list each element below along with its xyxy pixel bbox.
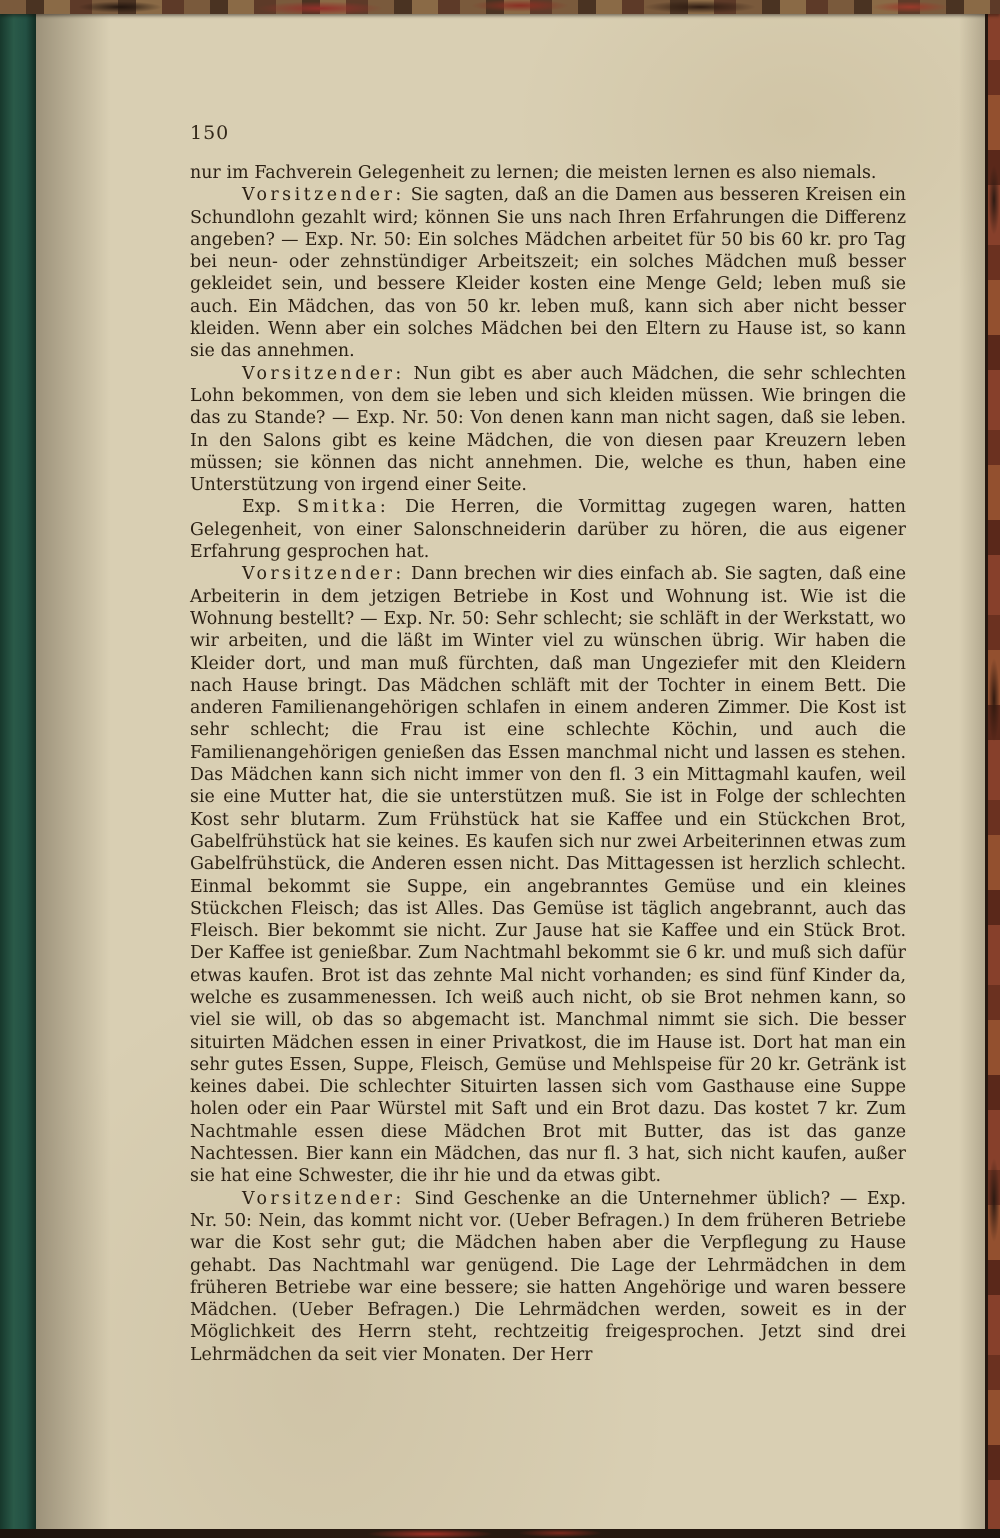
paragraph-text: Nun gibt es aber auch Mädchen, die sehr schlechten Lohn bekommen, von dem sie leben und sich kleiden müssen. Wie bringen die das zu Stande? — Exp. Nr. 50: Von denen kann man nicht sagen, daß sie leben. In den Salons gibt es keine Mädchen, die von diesen paar Kreuzern leben müssen; sie können das nicht annehmen. Die, welche es thun, haben eine Unterstützung von irgend einer Seite. xyxy=(190,363,906,496)
paragraph xyxy=(190,162,906,184)
paragraph xyxy=(190,563,906,1187)
gutter-shadow xyxy=(36,0,110,1538)
paragraph-text: Die Herren, die Vormittag zugegen waren, hatten Gelegenheit, von einer Salonschneiderin darüber zu hören, die aus eigener Erfahrung gesprochen hat. xyxy=(190,497,907,563)
paragraph-text: nur im Fachverein Gelegenheit zu lernen; die meisten lernen es also niemals. xyxy=(190,163,877,183)
paragraph xyxy=(190,1188,906,1366)
paragraph-text: Sie sagten, daß an die Damen aus besseren Kreisen ein Schundlohn gezahlt wird; können Sie uns nach Ihren Erfahrungen die Differenz angeben? — Exp. Nr. 50: Ein solches Mädchen arbeitet für 50 bis 60 kr. pro Tag bei neun- oder zehnstündiger Arbeitszeit; ein solches Mädchen muß besser gekleidet sein, und bessere Kleider kosten eine Menge Geld; leben muß sie auch. Ein Mädchen, das von 50 kr. leben muß, kann sich aber nicht besser kleiden. Wenn aber ein solches Mädchen bei den Eltern zu Hause ist, so kann sie das annehmen. xyxy=(190,185,906,362)
binding-spine xyxy=(0,0,36,1538)
speaker-name: Vorsitzender: xyxy=(242,564,405,585)
paragraph xyxy=(190,496,906,563)
paragraph xyxy=(190,184,906,362)
marbled-bottom-edge xyxy=(0,1529,1000,1538)
text-block xyxy=(190,162,906,1366)
speaker-name: Vorsitzender: xyxy=(242,363,405,384)
page-edge-shadow xyxy=(959,0,985,1538)
paragraph-text: Dann brechen wir dies einfach ab. Sie sagten, daß eine Arbeiterin in dem jetzigen Betriebe in Kost und Wohnung ist. Wie ist die Wohnung bestellt? — Exp. Nr. 50: Sehr schlecht; sie schläft in der Werkstatt, wo wir arbeiten, und die läßt im Winter viel zu wünschen übrig. Wir haben die Kleider dort, und man muß fürchten, daß man Ungeziefer mit den Kleidern nach Hause bringt. Das Mädchen schläft mit der Tochter in einem Bett. Die anderen Familienangehörigen schlafen in einem anderen Zimmer. Die Kost ist sehr schlecht; die Frau ist eine schlechte Köchin, und auch die Familienangehörigen genießen das Essen manchmal nicht und lassen es stehen. Das Mädchen kann sich nicht immer von den fl. 3 ein Mittagmahl kaufen, weil sie eine Mutter hat, die sie unterstützen muß. Sie ist in Folge der schlechten Kost sehr blutarm. Zum Frühstück hat sie Kaffee und ein Stückchen Brot, Gabelfrühstück hat sie keines. Es kaufen sich nur zwei Arbeiterinnen etwas zum Gabelfrühstück, die Anderen essen nicht. Das Mittagessen ist herzlich schlecht. Einmal bekommt sie Suppe, ein angebranntes Gemüse und ein kleines Stückchen Fleisch; das ist Alles. Das Gemüse ist täglich angebrannt, auch das Fleisch. Bier bekommt sie nicht. Zur Jause hat sie Kaffee und ein Stück Brot. Der Kaffee ist genießbar. Zum Nachtmahl bekommt sie 6 kr. und muß sich dafür etwas kaufen. Brot ist das zehnte Mal nicht vorhanden; es sind fünf Kinder da, welche es zusammenessen. Ich weiß auch nicht, ob sie Brot nehmen kann, so viel sie will, ob das so abgemacht ist. Manchmal nimmt sie sich. Die besser situirten Mädchen essen in einer Privatkost, die im Hause ist. Dort hat man ein sehr gutes Essen, Suppe, Fleisch, Gemüse und Mehlspeise für 20 kr. Getränk ist keines dabei. Die schlechter Situirten lassen sich vom Gasthause eine Suppe holen oder ein Paar Würstel mit Saft und ein Brot dazu. Das kostet 7 kr. Zum Nachtmahle essen diese Mädchen Brot mit Butter, das ist das ganze Nachtessen. Bier kann ein Mädchen, das nur fl. 3 hat, sich nicht kaufen, außer sie hat eine Schwester, die ihr hie und da etwas gibt. xyxy=(190,564,907,1187)
marbled-right-edge xyxy=(985,0,1000,1538)
speaker-name: Vorsitzender: xyxy=(242,185,405,206)
paragraph xyxy=(190,363,906,497)
marbled-top-edge xyxy=(0,0,1000,14)
book-page xyxy=(36,0,985,1538)
speaker-name: Vorsitzender: xyxy=(242,1188,405,1209)
page-content xyxy=(190,122,906,1366)
speaker-name: Smitka: xyxy=(297,497,390,518)
paragraph-text: Sind Geschenke an die Unternehmer üblich? — Exp. Nr. 50: Nein, das kommt nicht vor. (Ueber Befragen.) In dem früheren Betriebe war die Kost sehr gut; die Mädchen haben aber die Verpflegung zu Hause gehabt. Das Nachtmahl war genügend. Die Lage der Lehrmädchen in dem früheren Betriebe war eine bessere; sie hatten Angehörige und waren bessere Mädchen. (Ueber Befragen.) Die Lehrmädchen werden, soweit es in der Möglichkeit des Herrn steht, rechtzeitig freigesprochen. Jetzt sind drei Lehrmädchen da seit vier Monaten. Der Herr xyxy=(190,1188,907,1365)
speaker-prefix: Exp. xyxy=(242,497,298,518)
page-number: 150 xyxy=(190,122,230,144)
